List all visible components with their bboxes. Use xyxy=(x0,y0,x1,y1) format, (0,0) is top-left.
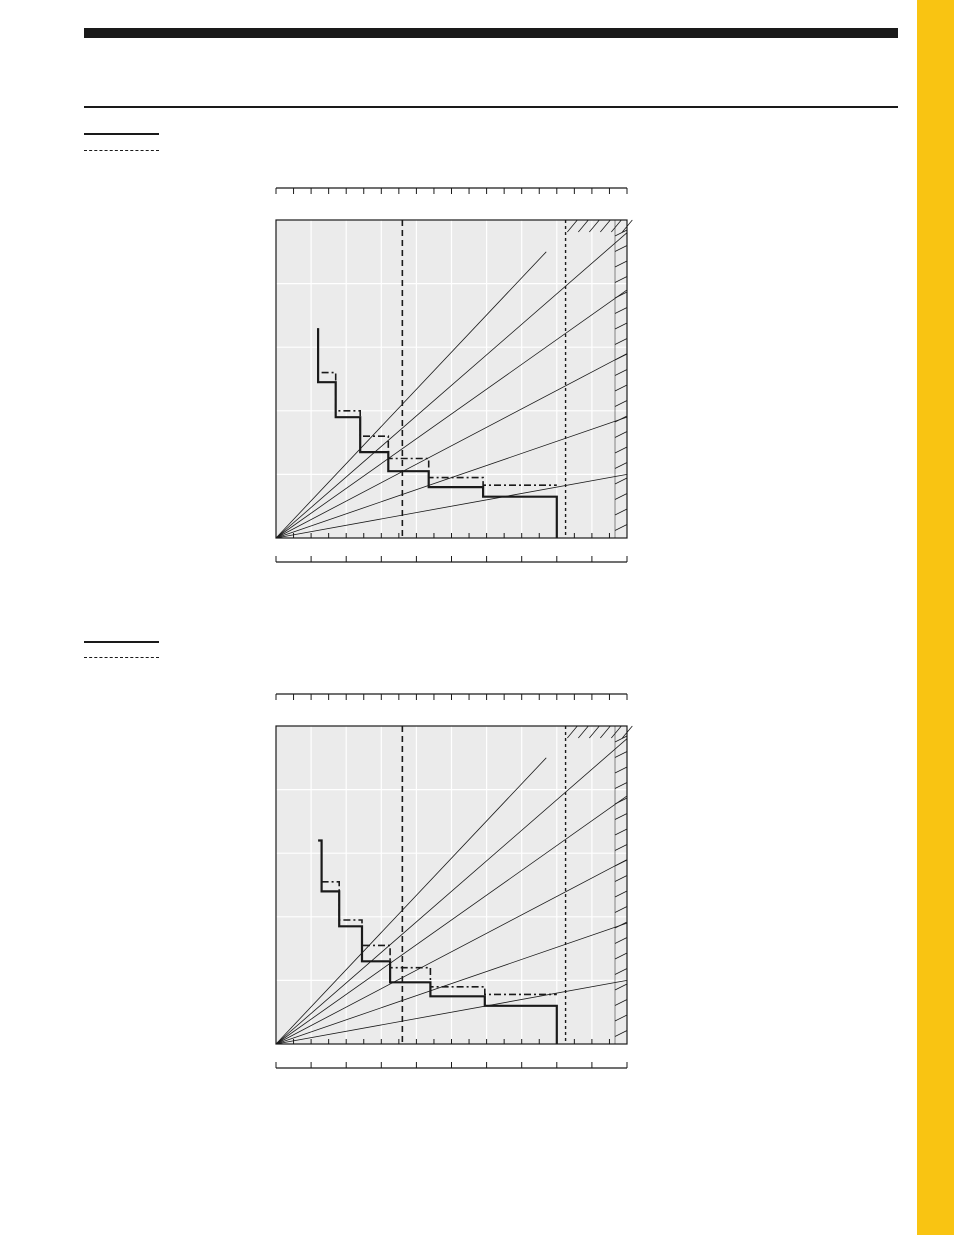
header-rule xyxy=(84,106,898,108)
chart-2-svg xyxy=(260,686,640,1076)
legend-key-solid-1 xyxy=(84,133,159,135)
side-tab xyxy=(917,0,954,1235)
chart-1-svg xyxy=(260,180,640,570)
legend-key-dashdot-2 xyxy=(84,657,159,658)
chart-2 xyxy=(260,686,640,1076)
legend-key-dashdot-1 xyxy=(84,150,159,151)
chart-1 xyxy=(260,180,640,570)
top-rule xyxy=(84,28,898,38)
legend-key-solid-2 xyxy=(84,641,159,643)
